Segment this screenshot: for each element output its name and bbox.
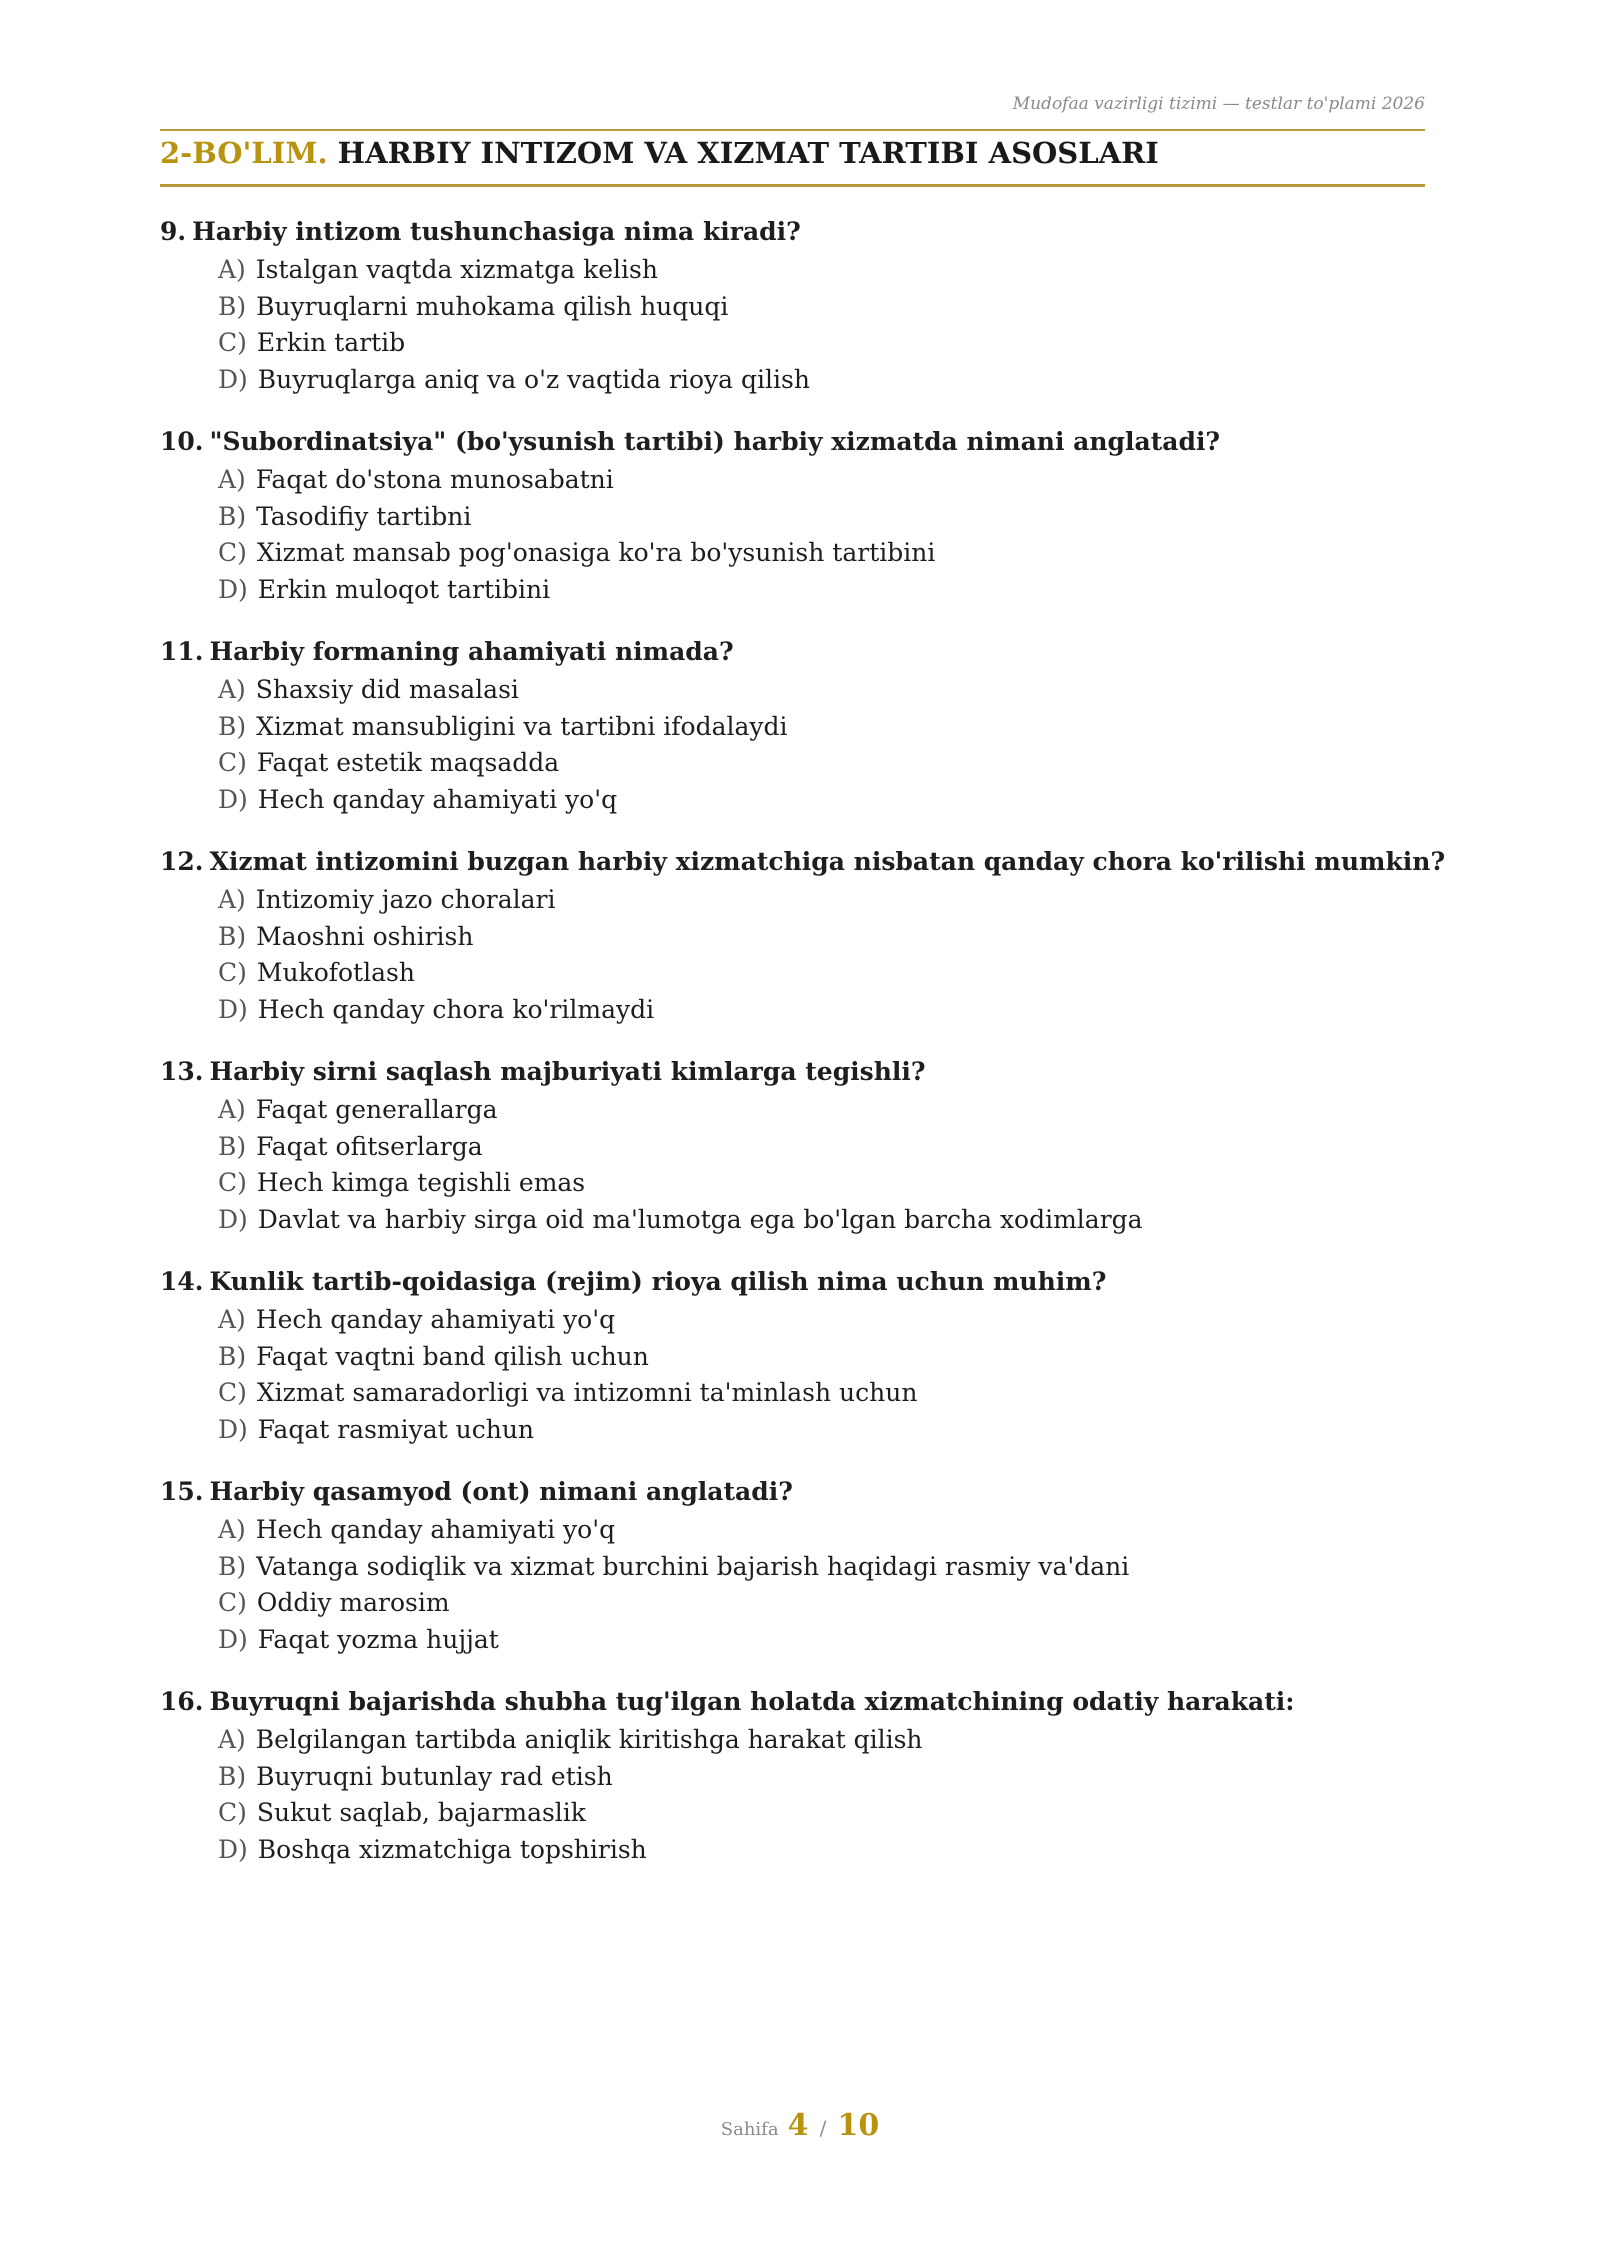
option-letter: D) [218,784,248,814]
option-text: Xizmat mansab pog'onasiga ko'ra bo'ysunish tartibini [256,538,936,567]
question-title [160,424,1425,460]
option-text: Faqat ofitserlarga [256,1131,483,1161]
question-number: 10. [160,427,204,456]
option-text: Faqat estetik maqsadda [256,748,560,777]
question-title [160,1264,1425,1300]
question-block [160,424,1425,608]
answer-option [218,535,1425,572]
answer-option [218,1129,1425,1166]
option-letter: D) [218,994,248,1024]
answer-options [160,1512,1425,1658]
answer-option [218,672,1425,709]
option-text: Hech qanday ahamiyati yo'q [255,1305,616,1334]
option-letter: B) [218,291,247,321]
question-number: 11. [160,637,204,666]
option-letter: A) [218,1725,246,1754]
option-letter: D) [218,1414,248,1444]
answer-options [160,252,1425,398]
option-text: Davlat va harbiy sirga oid ma'lumotga ega bo'lgan barcha xodimlarga [257,1204,1143,1234]
option-letter: D) [218,574,248,604]
answer-option [218,1622,1425,1659]
option-text: Hech qanday ahamiyati yo'q [255,1515,616,1544]
option-letter: A) [218,1095,246,1124]
answer-option [218,782,1425,819]
answer-option [218,362,1425,399]
section-heading: HARBIY INTIZOM VA XIZMAT TARTIBI ASOSLARI [337,136,1159,170]
question-block [160,634,1425,818]
option-text: Buyruqni butunlay rad etish [256,1761,613,1791]
question-block [160,1474,1425,1658]
answer-option [218,1092,1425,1129]
question-title [160,844,1446,880]
option-text: Faqat rasmiyat uchun [257,1414,535,1444]
option-letter: C) [218,538,247,567]
option-letter: A) [218,885,246,914]
option-letter: C) [218,1168,247,1197]
option-text: Sukut saqlab, bajarmaslik [256,1798,586,1827]
question-number: 9. [160,217,187,246]
answer-option [218,462,1425,499]
question-number: 13. [160,1057,204,1086]
answer-option [218,1549,1425,1586]
option-text: Faqat vaqtni band qilish uchun [256,1341,649,1371]
option-letter: A) [218,1515,246,1544]
option-text: Faqat do'stona munosabatni [255,465,614,494]
option-text: Intizomiy jazo choralari [255,885,556,914]
option-text: Faqat generallarga [255,1095,498,1124]
option-letter: A) [218,255,246,284]
question-title [160,1474,1425,1510]
answer-option [218,1795,1425,1832]
question-text: Harbiy qasamyod (ont) nimani anglatadi? [209,1477,793,1506]
option-letter: D) [218,1624,248,1654]
option-text: Maoshni oshirish [256,921,474,951]
option-text: Hech qanday chora ko'rilmaydi [257,994,655,1024]
page-separator: / [819,2116,827,2140]
option-text: Faqat yozma hujjat [257,1624,499,1654]
question-text: Buyruqni bajarishda shubha tug'ilgan holatda xizmatchining odatiy harakati: [209,1687,1295,1716]
option-text: Xizmat mansubligini va tartibni ifodalaydi [256,711,788,741]
answer-option [218,919,1425,956]
option-letter: D) [218,1834,248,1864]
question-title [160,214,1425,250]
answer-option [218,499,1425,536]
question-text: Harbiy sirni saqlash majburiyati kimlarga tegishli? [209,1057,926,1086]
answer-option [218,955,1425,992]
option-letter: C) [218,1378,247,1407]
option-text: Shaxsiy did masalasi [255,675,519,704]
question-list [160,214,1446,1894]
answer-option [218,745,1425,782]
question-text: Kunlik tartib-qoidasiga (rejim) rioya qilish nima uchun muhim? [209,1267,1107,1296]
option-letter: B) [218,921,247,951]
answer-options [160,462,1425,608]
option-text: Erkin tartib [256,328,406,357]
answer-option [218,1722,1425,1759]
answer-option [218,1302,1425,1339]
option-text: Buyruqlarga aniq va o'z vaqtida rioya qilish [257,364,810,394]
answer-option [218,325,1425,362]
question-block [160,1684,1425,1868]
option-text: Hech qanday ahamiyati yo'q [257,784,618,814]
option-text: Tasodifiy tartibni [256,501,472,531]
header-note: Mudofaa vazirligi tizimi — testlar to'plami 2026 [1012,94,1425,114]
answer-option [218,1585,1425,1622]
section-divider [160,184,1425,187]
page-label: Sahifa [720,2119,779,2140]
current-page-number: 4 [787,2108,809,2143]
answer-option [218,1512,1425,1549]
question-title [160,634,1425,670]
question-text: "Subordinatsiya" (bo'ysunish tartibi) harbiy xizmatda nimani anglatadi? [209,427,1221,456]
option-letter: D) [218,1204,248,1234]
question-text: Xizmat intizomini buzgan harbiy xizmatchiga nisbatan qanday chora ko'rilishi mumkin? [209,847,1446,876]
option-letter: A) [218,465,246,494]
question-number: 15. [160,1477,204,1506]
option-text: Hech kimga tegishli emas [256,1168,586,1197]
section-title [160,136,1159,170]
section-prefix: 2-BO'LIM. [160,136,328,170]
option-letter: A) [218,1305,246,1334]
option-letter: C) [218,1798,247,1827]
answer-options [160,1302,1425,1448]
page-footer [0,2108,1600,2143]
answer-option [218,709,1425,746]
option-letter: C) [218,958,247,987]
option-text: Vatanga sodiqlik va xizmat burchini bajarish haqidagi rasmiy va'dani [256,1551,1130,1581]
option-text: Belgilangan tartibda aniqlik kiritishga harakat qilish [255,1725,923,1754]
answer-option [218,882,1425,919]
answer-option [218,1412,1425,1449]
question-number: 16. [160,1687,204,1716]
question-number: 14. [160,1267,204,1296]
answer-options [160,1092,1425,1238]
option-letter: A) [218,675,246,704]
answer-option [218,1759,1425,1796]
answer-option [218,1202,1425,1239]
option-letter: C) [218,1588,247,1617]
option-letter: D) [218,364,248,394]
answer-option [218,992,1425,1029]
option-letter: B) [218,1761,247,1791]
question-block [160,214,1425,398]
option-text: Buyruqlarni muhokama qilish huquqi [256,291,729,321]
answer-option [218,1375,1425,1412]
option-letter: C) [218,748,247,777]
header-divider [160,129,1425,131]
question-title [160,1684,1425,1720]
option-text: Xizmat samaradorligi va intizomni ta'minlash uchun [256,1378,918,1407]
question-block [160,1264,1425,1448]
question-number: 12. [160,847,204,876]
option-text: Boshqa xizmatchiga topshirish [257,1834,647,1864]
question-text: Harbiy intizom tushunchasiga nima kiradi? [192,217,801,246]
option-text: Mukofotlash [256,958,415,987]
answer-options [160,1722,1425,1868]
option-letter: B) [218,501,247,531]
question-title [160,1054,1425,1090]
option-text: Erkin muloqot tartibini [257,574,551,604]
answer-option [218,252,1425,289]
option-text: Istalgan vaqtda xizmatga kelish [255,255,658,284]
answer-option [218,1339,1425,1376]
question-block [160,844,1446,1028]
option-letter: B) [218,1341,247,1371]
option-text: Oddiy marosim [256,1588,450,1617]
question-text: Harbiy formaning ahamiyati nimada? [209,637,734,666]
option-letter: B) [218,711,247,741]
answer-option [218,1832,1425,1869]
answer-option [218,1165,1425,1202]
option-letter: B) [218,1131,247,1161]
answer-option [218,572,1425,609]
answer-options [160,882,1425,1028]
answer-options [160,672,1425,818]
option-letter: C) [218,328,247,357]
option-letter: B) [218,1551,247,1581]
question-block [160,1054,1425,1238]
total-page-number: 10 [837,2108,880,2143]
answer-option [218,289,1425,326]
